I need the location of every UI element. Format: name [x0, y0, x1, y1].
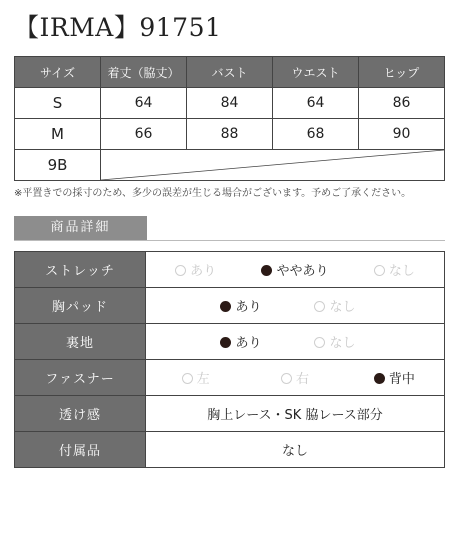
radio-dot-icon	[281, 373, 292, 384]
detail-row-accessories	[15, 432, 445, 468]
length-value: 64	[101, 88, 187, 119]
radio-dot-icon	[182, 373, 193, 384]
diagonal-strike	[101, 150, 444, 180]
fastener-option-back	[345, 368, 444, 387]
pad-option-no	[288, 296, 382, 315]
option-label: あり	[235, 300, 262, 315]
hip-header: ヒップ	[359, 57, 445, 88]
size-table	[14, 56, 445, 181]
fastener-options	[146, 360, 444, 395]
length-value: 66	[101, 119, 187, 150]
pad-option-yes	[194, 296, 288, 315]
option-label: あり	[190, 264, 217, 279]
radio-dot-icon	[374, 265, 385, 276]
option-label: ややあり	[276, 264, 329, 279]
size-label: S	[15, 88, 101, 119]
stretch-option-yes	[146, 260, 245, 279]
option-label: 右	[295, 372, 309, 387]
fastener-label: ファスナー	[15, 360, 146, 396]
hip-value: 86	[359, 88, 445, 119]
accessories-label: 付属品	[15, 432, 146, 468]
detail-row-stretch	[15, 252, 445, 288]
bust-value: 88	[187, 119, 273, 150]
radio-dot-icon	[314, 301, 325, 312]
sheer-value: 胸上レース・SK 脇レース部分	[146, 396, 445, 432]
pad-options	[146, 288, 444, 323]
option-label: なし	[329, 336, 356, 351]
option-label: なし	[329, 300, 356, 315]
stretch-options	[146, 252, 444, 287]
fastener-option-right	[245, 368, 344, 387]
option-label: 背中	[388, 372, 415, 387]
bust-header: バスト	[187, 57, 273, 88]
table-row	[15, 150, 445, 181]
section-title: 商品詳細	[14, 216, 147, 240]
bust-value: 84	[187, 88, 273, 119]
radio-dot-icon	[220, 301, 231, 312]
lining-options	[146, 324, 444, 359]
waist-value: 64	[273, 88, 359, 119]
option-label: なし	[388, 264, 415, 279]
stretch-label: ストレッチ	[15, 252, 146, 288]
fastener-option-left	[146, 368, 245, 387]
detail-row-lining	[15, 324, 445, 360]
length-header: 着丈（脇丈）	[101, 57, 187, 88]
size-header: サイズ	[15, 57, 101, 88]
hip-value: 90	[359, 119, 445, 150]
lining-label: 裏地	[15, 324, 146, 360]
details-table	[14, 251, 445, 468]
table-row	[15, 119, 445, 150]
waist-value: 68	[273, 119, 359, 150]
radio-dot-icon	[374, 373, 385, 384]
accessories-value: なし	[146, 432, 445, 468]
section-divider	[14, 240, 445, 241]
size-label: 9B	[15, 150, 101, 181]
radio-dot-icon	[175, 265, 186, 276]
radio-dot-icon	[261, 265, 272, 276]
measurement-note: ※平置きでの採寸のため、多少の誤差が生じる場合がございます。予めご了承ください。	[14, 188, 412, 199]
detail-row-sheer	[15, 396, 445, 432]
pad-label: 胸パッド	[15, 288, 146, 324]
sheer-label: 透け感	[15, 396, 146, 432]
radio-dot-icon	[314, 337, 325, 348]
lining-option-yes	[194, 332, 288, 351]
option-label: あり	[235, 336, 262, 351]
size-label: M	[15, 119, 101, 150]
lining-option-no	[288, 332, 382, 351]
size-table-header-row	[15, 57, 445, 88]
not-available-cell	[101, 150, 445, 181]
stretch-option-no	[345, 260, 444, 279]
stretch-option-slight	[245, 260, 344, 279]
table-row	[15, 88, 445, 119]
detail-row-pad	[15, 288, 445, 324]
radio-dot-icon	[220, 337, 231, 348]
detail-row-fastener	[15, 360, 445, 396]
product-title: 【IRMA】91751	[14, 13, 222, 42]
waist-header: ウエスト	[273, 57, 359, 88]
option-label: 左	[196, 372, 210, 387]
